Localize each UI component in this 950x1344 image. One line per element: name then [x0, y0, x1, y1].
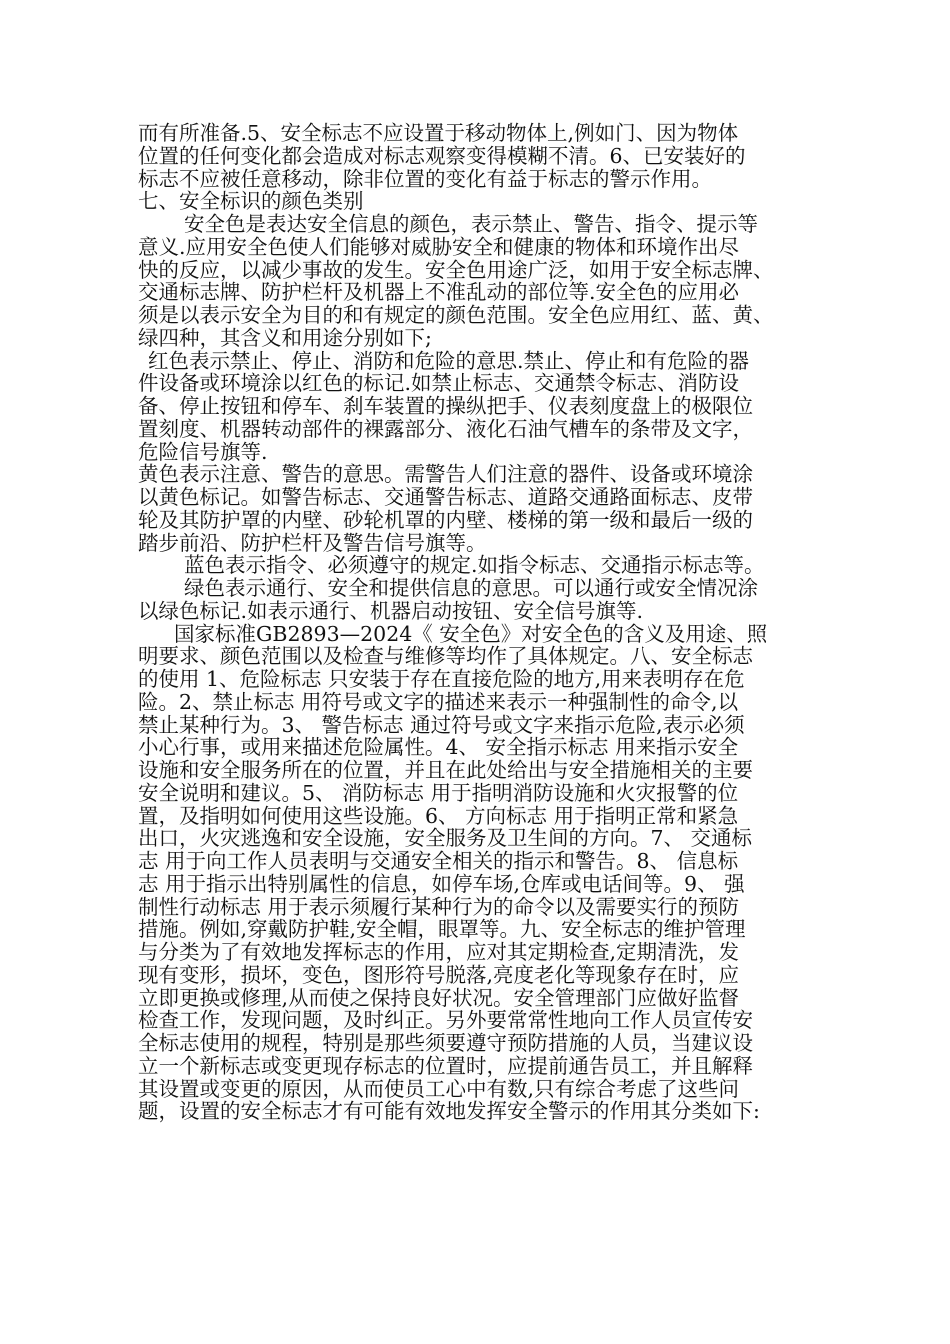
text-line: 位置的任何变化都会造成对标志观察变得模糊不清。6、已安装好的 — [138, 143, 746, 168]
text-line: 立一个新标志或变更现存标志的位置时，应提前通告员工，并且解释 — [138, 1053, 753, 1078]
text-line: 险。2、禁止标志 用符号或文字的描述来表示一种强制性的命令,以 — [138, 689, 739, 714]
text-line: 蓝色表示指令、必须遵守的规定.如指令标志、交通指示标志等。 — [184, 553, 765, 578]
text-line: 踏步前沿、防护栏杆及警告信号旗等。 — [138, 530, 487, 555]
text-line: 轮及其防护罩的内壁、砂轮机罩的内壁、楼梯的第一级和最后一级的 — [138, 507, 753, 532]
text-line: 制性行动标志 用于表示须履行某种行为的命令以及需要实行的预防 — [138, 894, 740, 919]
text-line: 志 用于向工作人员表明与交通安全相关的指示和警告。8、 信息标 — [138, 849, 739, 873]
text-line: 须是以表示安全为目的和有规定的颜色范围。安全色应用红、蓝、黄、 — [138, 303, 774, 327]
text-line: 交通标志牌、防护栏杆及机器上不准乱动的部位等.安全色的应用必 — [138, 280, 740, 305]
text-line: 安全色是表达安全信息的颜色，表示禁止、警告、指令、提示等 — [184, 212, 758, 236]
text-line: 检查工作，发现问题，及时纠正。另外要常常性地向工作人员宣传安 — [138, 1008, 753, 1033]
text-line: 明要求、颜色范围以及检查与维修等均作了具体规定。八、安全标志 — [138, 644, 753, 669]
text-line: 绿四种，其含义和用途分别如下; — [138, 325, 432, 350]
text-line: 禁止某种行为。3、 警告标志 通过符号或文字来指示危险,表示必须 — [138, 712, 745, 737]
text-line: 意义.应用安全色使人们能够对威胁安全和健康的物体和环境作出尽 — [138, 234, 740, 259]
text-line: 与分类为了有效地发挥标志的作用，应对其定期检查,定期清洗，发 — [138, 940, 740, 964]
text-line: 其设置或变更的原因，从而使员工心中有数,只有综合考虑了这些问 — [138, 1076, 740, 1101]
text-line: 黄色表示注意、警告的意思。需警告人们注意的器件、设备或环境涂 — [138, 462, 753, 487]
text-line: 以黄色标记。如警告标志、交通警告标志、道路交通路面标志、皮带 — [138, 485, 753, 509]
text-line: 七、安全标识的颜色类别 — [138, 189, 364, 214]
text-line: 而有所准备.5、安全标志不应设置于移动物体上,例如门、因为物体 — [138, 121, 739, 145]
text-line: 国家标准GB2893—2024《 安全色》对安全色的含义及用途、照 — [174, 621, 768, 646]
text-line: 立即更换或修理,从而使之保持良好状况。安全管理部门应做好监督 — [138, 985, 740, 1010]
text-line: 的使用 1、危险标志 只安装于存在直接危险的地方,用来表明存在危 — [138, 667, 745, 691]
text-line: 危险信号旗等. — [138, 439, 268, 464]
text-line: 设施和安全服务所在的位置，并且在此处给出与安全措施相关的主要 — [138, 758, 753, 782]
text-line: 快的反应，以减少事故的发生。安全色用途广泛，如用于安全标志牌、 — [138, 257, 774, 282]
text-line: 小心行事，或用来描述危险属性。4、 安全指示标志 用来指示安全 — [138, 735, 739, 760]
text-line: 以绿色标记.如表示通行、机器启动按钮、安全信号旗等. — [138, 598, 644, 623]
text-line: 志 用于指示出特别属性的信息，如停车场,仓库或电话间等。9、 强 — [138, 871, 745, 896]
text-line: 题，设置的安全标志才有可能有效地发挥安全警示的作用其分类如下: — [138, 1099, 760, 1124]
text-line: 出口，火灾逃逸和安全设施，安全服务及卫生间的方向。7、 交通标 — [138, 826, 753, 851]
text-line: 件设备或环境涂以红色的标记.如禁止标志、交通禁令标志、消防设 — [138, 371, 740, 396]
text-line: 备、停止按钮和停车、刹车装置的操纵把手、仪表刻度盘上的极限位 — [138, 394, 753, 418]
text-line: 红色表示禁止、停止、消防和危险的意思.禁止、停止和有危险的器 — [148, 348, 750, 373]
text-line: 标志不应被任意移动，除非位置的变化有益于标志的警示作用。 — [138, 166, 712, 191]
text-line: 置，及指明如何使用这些设施。6、 方向标志 用于指明正常和紧急 — [138, 803, 739, 828]
text-line: 措施。例如,穿戴防护鞋,安全帽，眼罩等。九、安全标志的维护管理 — [138, 917, 746, 942]
body-text — [138, 122, 868, 1123]
text-line: 现有变形，损坏，变色，图形符号脱落,亮度老化等现象存在时，应 — [138, 962, 740, 987]
text-line: 置刻度、机器转动部件的裸露部分、液化石油气槽车的条带及文字， — [138, 416, 753, 441]
text-line: 绿色表示通行、安全和提供信息的意思。可以通行或安全情况涂 — [184, 576, 758, 600]
text-line: 安全说明和建议。5、 消防标志 用于指明消防设施和火灾报警的位 — [138, 780, 739, 805]
text-line: 全标志使用的规程，特别是那些须要遵守预防措施的人员，当建议设 — [138, 1031, 753, 1055]
